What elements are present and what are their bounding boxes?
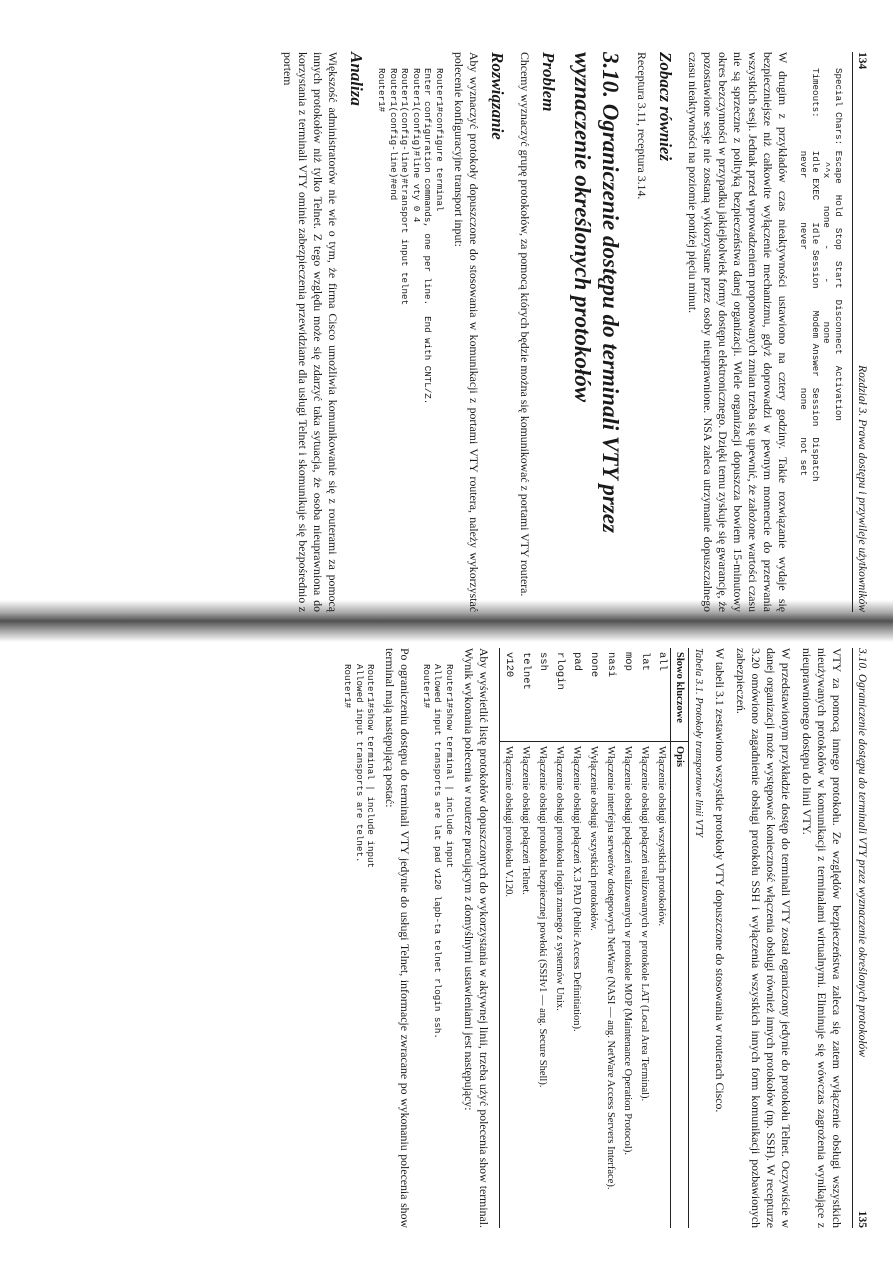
table-row [585, 648, 602, 1228]
table-row [568, 648, 585, 1228]
table-cell-description: Włączenie obsługi protokołu V.120. [500, 742, 518, 1229]
table-row [602, 648, 619, 1228]
table-cell-description: Włączenie obsługi połączeń realizowanych w protokole LAT (Local Area Terminal). [639, 746, 650, 1102]
table-cell-description: Włączenie obsługi wszystkich protokołów. [656, 746, 667, 927]
table-cell-keyword: all [653, 648, 671, 742]
analysis-text: Większość administratorów nie wie o tym, że firma Cisco umożliwia komunikowanie się z routerami za pomocą innych protokołów niż tylko Telnet. Z tego względu może się zdarzyć taka sytuacja, że osoba nieuprawniona do korzystania z terminali VTY ominie zabezpieczenia przewidziane dla usługi Telnet i skomunikuje się bezpośrednio z portem [281, 52, 340, 612]
table-cell-description: Włączenie obsługi połączeń X.3 PAD (Public Access Definitiation). [571, 746, 582, 1032]
table-cell-keyword: rlogin [551, 648, 568, 742]
right-running-title: 3.10. Ograniczenie dostępu do terminali VTY przez wyznaczenie określonych protokołów [856, 648, 868, 1057]
table-caption: Tabela 3.1. Protokoły transportowe linii VTY [693, 648, 704, 838]
protocols-table [499, 648, 689, 1228]
table-cell-description: Włączenie obsługi protokołu bezpiecznej powłoki (SSHv1 — ang. Secure Shell). [537, 746, 548, 1088]
left-page [28, 52, 868, 612]
table-row [653, 648, 671, 1228]
table-cell-keyword: nasi [602, 648, 619, 742]
see-also-text: Receptura 3.11, receptura 3.14. [635, 52, 649, 200]
table-cell-keyword: pad [568, 648, 585, 742]
table-cell-keyword: ssh [534, 648, 551, 742]
table-header-row [671, 648, 689, 1228]
left-running-title: Rozdział 3. Prawa dostępu i przywileje użytkowników [856, 365, 868, 612]
right-paragraph-1: VTY za pomocą innego protokołu. Ze względów bezpieczeństwa zaleca się zatem wyłączenie obsługi wszystkich nieużywanych protokołów w komunikacji z terminalami wirtualnymi. Eliminuje się wówczas zagrożenia wynikające z nieuprawnionego dostępu do linii VTY. [800, 648, 844, 1228]
see-also-heading: Zobacz również [656, 52, 675, 162]
table-row [500, 648, 518, 1228]
table-cell-description: Włączenie obsługi połączeń Telnet. [520, 746, 531, 895]
left-page-number: 134 [856, 52, 868, 70]
right-running-head [852, 648, 868, 1228]
table-cell-keyword: lat [636, 648, 653, 742]
right-page [28, 648, 868, 1228]
solution-heading: Rozwiązanie [488, 52, 507, 140]
code-show-terminal-default: Router1#show terminal | include input Allowed input transports are lat pad v120 lapb-ta telnet rlogin ssh. Router1# [421, 664, 455, 1039]
table-cell-description: Włączenie interfejsu serwerów dostępowych NetWare (NASI — ang. NetWare Access Servers Interface). [605, 746, 616, 1190]
problem-text: Chcemy wyznaczyć grupę protokołów, za pomocą których będzie można się komunikować z portami VTY routera. [518, 52, 532, 597]
table-cell-description: Wyłączenie obsługi wszystkich protokołów. [588, 746, 599, 931]
section-title: 3.10. Ograniczenie dostępu do terminali VTY przez wyznaczenie określonych protokołów [570, 52, 623, 533]
table-row [534, 648, 551, 1228]
table-cell-description: Włączenie obsługi połączeń realizowanych w protokole MOP (Maintenance Operation Protocol). [622, 746, 633, 1155]
code-show-terminal-telnet: Router1#show terminal | include input Allowed input transports are telnet. Router1# [342, 664, 377, 868]
table-header-description: Opis [671, 742, 689, 1229]
right-page-number: 135 [856, 1210, 868, 1228]
table-cell-description: Włączenie obsługi protokołu rlogin znanego z systemów Unix. [554, 746, 565, 1011]
table-row [619, 648, 636, 1228]
table-cell-keyword: telnet [517, 648, 534, 742]
table-body [500, 648, 671, 1228]
table-row [517, 648, 534, 1228]
analysis-heading: Analiza [347, 52, 366, 106]
right-paragraph-5: Po ograniczeniu dostępu do terminali VTY jedynie do usługi Telnet, informacje zwracane po wykonaniu polecenia show terminal mają następującą postać: [383, 648, 413, 1228]
table-cell-keyword: mop [619, 648, 636, 742]
table-row [636, 648, 653, 1228]
right-paragraph-2: W przedstawionym przykładzie dostęp do terminali VTY został ograniczony jedynie do protokołu Telnet. Oczywiście w danej organizacji może występować konieczność włączenia obsługi również innych protokołów (np. SSH). W recepturze 3.20 omówiono zagadnienie obsługi protokołu SSH i wyłączenia wszystkich innych form komunikacji pozbawionych zabezpieczeń. [734, 648, 793, 1228]
table-row [551, 648, 568, 1228]
table-cell-keyword: v120 [500, 648, 518, 742]
table-header-keyword: Słowo kluczowe [671, 648, 689, 742]
code-solution: Router1#configure terminal Enter configuration commands, one per line. End with CNTL/Z. Router1(config)#line vty 0 4 Router1(config-line)#transport input telnet Router1(config-line)#end Router1# [376, 68, 445, 405]
problem-heading: Problem [539, 52, 558, 112]
code-line-settings: Special Chars: Escape Hold Stop Start Disconnect Activation ^^x none - - none Timeouts: Idle EXEC Idle Session Modem Answer Session Dispatch never never none not set [798, 68, 844, 482]
right-paragraph-4: Aby wyświetlić listę protokołów dopuszczonych do wykorzystania w aktywnej linii, trzeba użyć polecenia show terminal. Wynik wykonania polecenia w routerze pracującym z domyślnymi ustawieniami jest następujący: [462, 648, 491, 1228]
table-cell-keyword: none [585, 648, 602, 742]
left-running-head [852, 52, 868, 612]
solution-text: Aby wyznaczyć protokoły dopuszczone do stosowania w komunikacji z portami VTY routera, należy wykorzystać polecenie konfiguracyjne transport input: [452, 52, 481, 612]
intro-paragraph: W drugim z przykładów czas nieaktywności ustawiono na cztery godziny. Takie rozwiązanie wydaje się bezpieczniejsze niż całkowite wyłączenie mechanizmu, gdyż doprowadzi w pewnym momencie do przerwania wszystkich sesji. Jednak przed wprowadzeniem proponowanych zmian trzeba się upewnić, że założone wartości czasu nie są sprzeczne z polityką bezpieczeństwa danej organizacji. Wiele organizacji dopuszcza bowiem 15-minutowy okres bezczynności w przypadku jakiejkolwiek formy dostępu elektronicznego. Dzięki temu zyskuje się gwarancję, że pozostawione sesje nie zostaną wykorzystane przez osoby nieuprawnione. NSA zaleca utrzymanie dopuszczalnego czasu nieaktywności na poziomie poniżej pięciu minut. [686, 52, 790, 612]
right-paragraph-3: W tabeli 3.1 zestawiono wszystkie protokoły VTY dopuszczone do stosowania w routerach Cisco. [713, 648, 727, 1113]
